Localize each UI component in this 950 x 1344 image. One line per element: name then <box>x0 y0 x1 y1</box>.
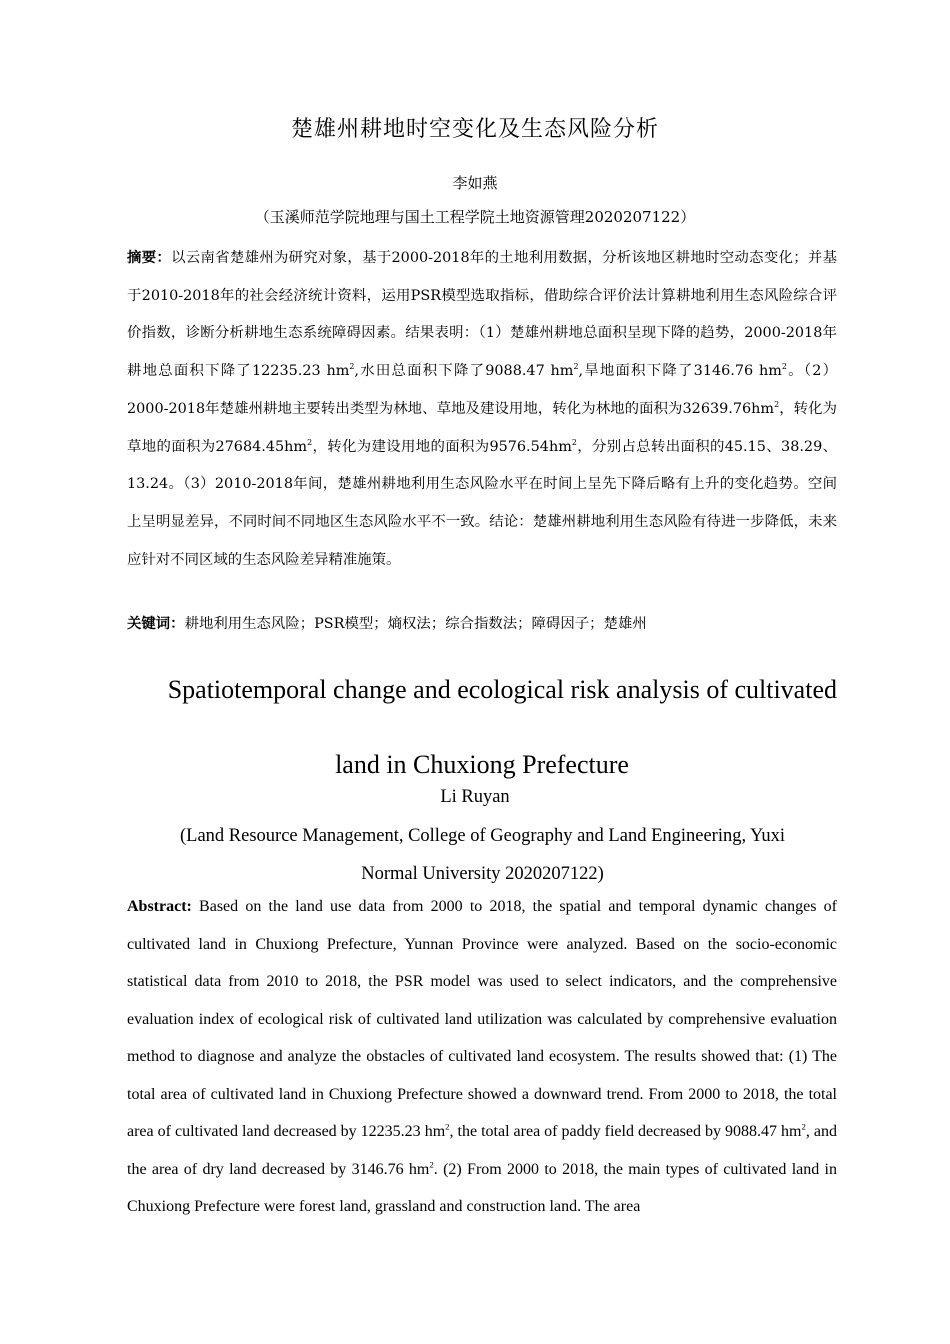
chinese-keywords-label: 关键词： <box>127 616 185 632</box>
chinese-abstract <box>127 240 837 579</box>
superscript: 2 <box>774 400 780 410</box>
english-abstract-text: . (2) From 2000 to 2018, the main types of cultivated land in Chuxiong Prefecture were forest land, grassland and construction land. The area <box>127 1160 837 1215</box>
chinese-abstract-text: ，转化为建设用地的面积为9576.54hm <box>312 438 572 455</box>
chinese-abstract-text: ,水田总面积下降了9088.47 hm <box>354 363 574 380</box>
chinese-keywords <box>127 612 837 636</box>
english-abstract-text: , the total area of paddy field decreased by 9088.47 hm <box>449 1123 802 1140</box>
chinese-affiliation: （玉溪师范学院地理与国土工程学院土地资源管理2020207122） <box>254 208 696 226</box>
chinese-title: 楚雄州耕地时空变化及生态风险分析 <box>290 117 659 142</box>
english-affiliation: (Land Resource Management, College of Geography and Land Engineering, Yuxi Normal University 2020207122) <box>180 826 785 884</box>
chinese-abstract-text: ，转化为草地的面积为27684.45hm <box>127 400 837 455</box>
english-abstract <box>127 888 837 1226</box>
chinese-abstract-text: 以云南省楚雄州为研究对象，基于2000-2018年的土地利用数据，分析该地区耕地时空动态变化；并基于2010-2018年的社会经济统计资料，运用PSR模型选取指标，借助综合评价法计算耕地利用生态风险综合评价指数，诊断分析耕地生态系统障碍因素。结果表明：（1）楚雄州耕地总面积呈现下降的趋势，2000-2018年耕地总面积下降了12235.23 hm <box>127 250 837 380</box>
english-abstract-text: Based on the land use data from 2000 to 2018, the spatial and temporal dynamic changes of cultivated land in Chuxiong Prefecture, Yunnan Province were analyzed. Based on the socio-economic statistical data from 2010 to 2018, the PSR model was used to select indicators, and the comprehensive evaluation index of ecological risk of cultivated land utilization was calculated by comprehensive evaluation method to diagnose and analyze the obstacles of cultivated land ecosystem. The results showed that: (1) The total area of cultivated land in Chuxiong Prefecture showed a downward trend. From 2000 to 2018, the total area of cultivated land decreased by 12235.23 hm <box>127 898 837 1140</box>
superscript: 2 <box>349 362 355 372</box>
superscript: 2 <box>571 437 577 447</box>
english-title <box>127 652 837 802</box>
chinese-author: 李如燕 <box>452 174 498 192</box>
superscript: 2 <box>445 1121 450 1132</box>
chinese-abstract-text: ,旱地面积下降了3146.76 hm <box>578 363 782 380</box>
chinese-keywords-text: 耕地利用生态风险；PSR模型；熵权法；综合指数法；障碍因子；楚雄州 <box>184 616 647 632</box>
superscript: 2 <box>307 437 313 447</box>
chinese-abstract-text: 。（2）2000-2018年楚雄州耕地主要转出类型为林地、草地及建设用地，转化为林地的面积为32639.76hm <box>127 363 838 417</box>
english-title-line-1: Spatiotemporal change and ecological risk analysis of cultivated <box>167 675 837 704</box>
english-author: Li Ruyan <box>440 787 510 807</box>
english-abstract-label: Abstract: <box>127 898 192 915</box>
superscript: 2 <box>573 362 579 372</box>
english-abstract-text: , and the area of dry land decreased by 3146.76 hm <box>127 1123 837 1178</box>
english-title-line-2: land in Chuxiong Prefecture <box>335 750 629 779</box>
superscript: 2 <box>801 1121 806 1132</box>
superscript: 2 <box>429 1159 434 1170</box>
chinese-abstract-text: ，分别占总转出面积的45.15、38.29、13.24。（3）2010-2018年间，楚雄州耕地利用生态风险水平在时间上呈先下降后略有上升的变化趋势。空间上呈明显差异，不同时间不同地区生态风险水平不一致。结论：楚雄州耕地利用生态风险有待进一步降低，未来应针对不同区域的生态风险差异精准施策。 <box>127 438 837 568</box>
superscript: 2 <box>781 362 787 372</box>
chinese-abstract-label: 摘要： <box>127 250 172 266</box>
